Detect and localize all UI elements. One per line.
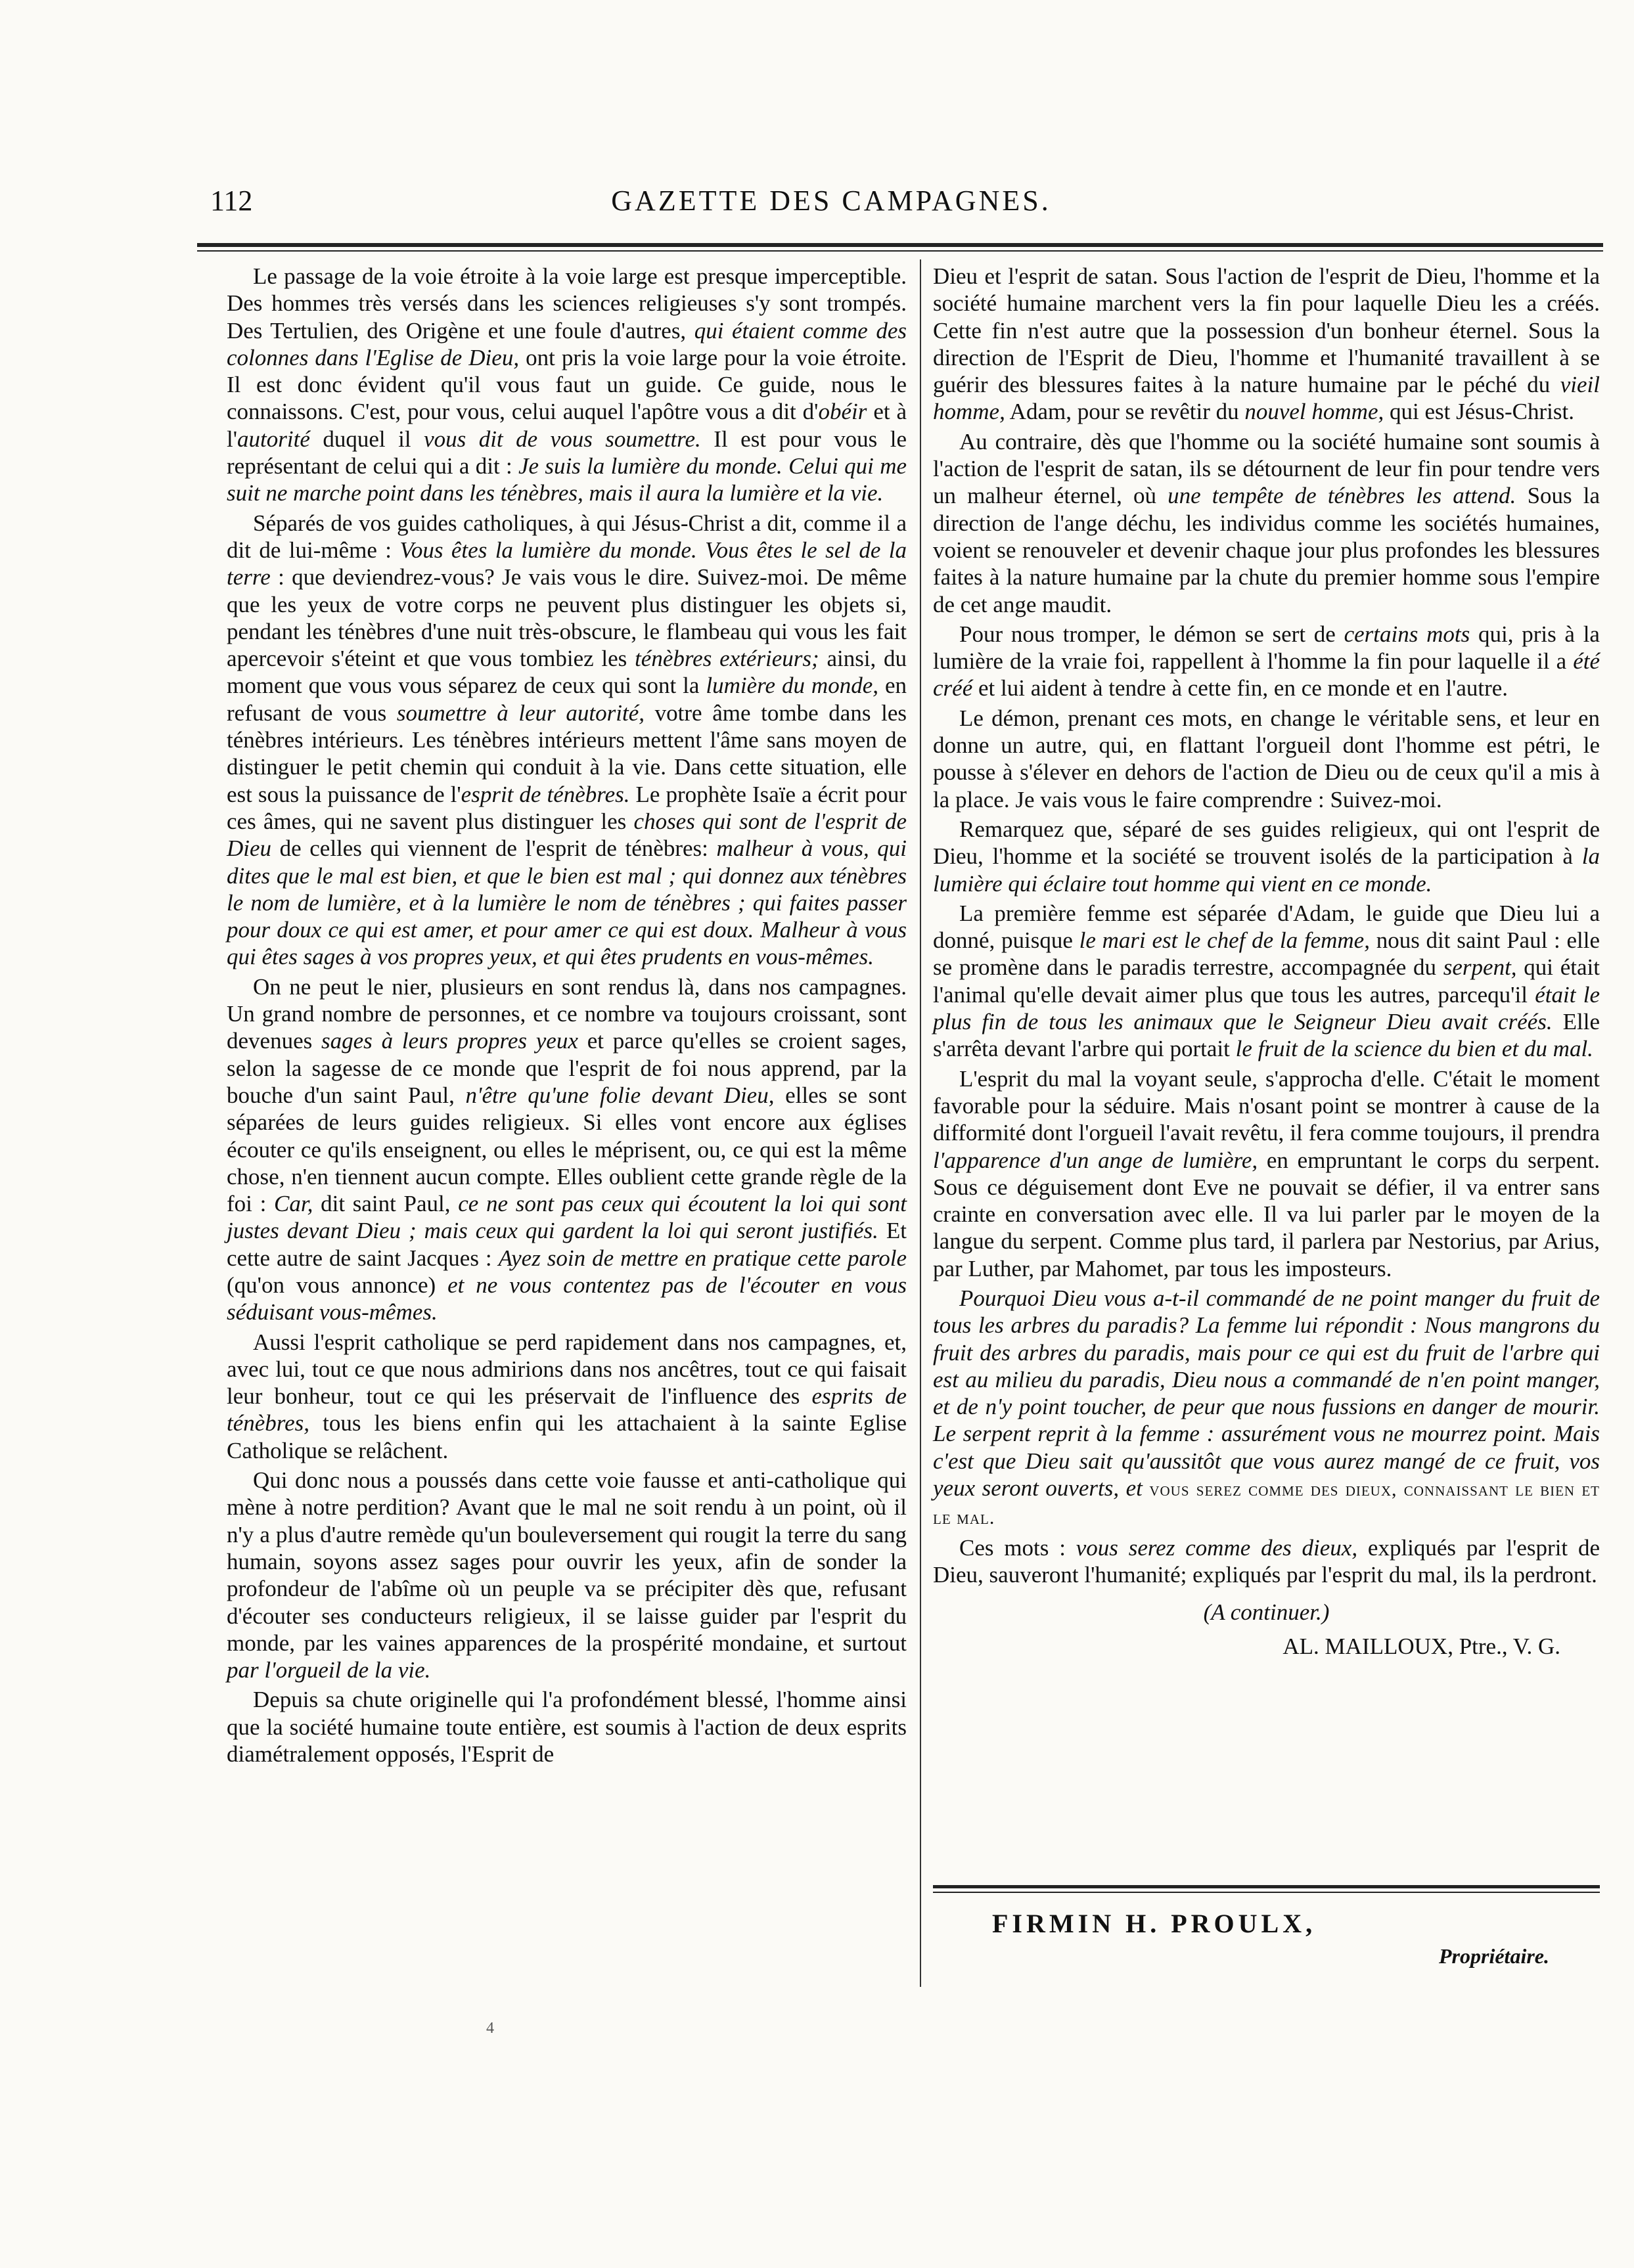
publisher-role: Propriétaire. [1439,1944,1549,1968]
paragraph: On ne peut le nier, plusieurs en sont rendus là, dans nos campagnes. Un grand nombre de personnes, et ce nombre va toujours croissant, sont devenues sages à leurs propres yeux et parce qu'elles se croient sages, selon la sagesse de ce monde que l'esprit de foi nous apprend, par la bouche d'un saint Paul, n'être qu'une folie devant Dieu, elles se sont séparées de leurs guides religieux. Si elles vont encore aux églises écouter ce qu'ils enseignent, ou elles le méprisent, ou, ce qui est la même chose, n'en tiennent aucun compte. Elles oublient cette grande règle de la foi : Car, dit saint Paul, ce ne sont pas ceux qui écoutent la loi qui sont justes devant Dieu ; mais ceux qui gardent la loi qui seront justifiés. Et cette autre de saint Jacques : Ayez soin de mettre en pratique cette parole (qu'on vous annonce) et ne vous contentez pas de l'écouter en vous séduisant vous-mêmes. [227,973,907,1325]
paragraph: Qui donc nous a poussés dans cette voie fausse et anti-catholique qui mène à notre perdition? Avant que le mal ne soit rendu à un point, où il n'y a plus d'autre remède qu'un bouleversement qui rougit la terre du sang humain, soyons assez sages pour ouvrir les yeux, afin de sonder la profondeur de l'abîme où un peuple va se précipiter dès que, refusant d'écouter ses conducteurs religieux, il se laisse guider par l'esprit du monde, par les vaines apparences de la prospérité mondaine, et surtout par l'orgueil de la vie. [227,1467,907,1683]
paragraph: Dieu et l'esprit de satan. Sous l'action de l'esprit de Dieu, l'homme et la société humaine marchent vers la fin pour laquelle Dieu les a créés. Cette fin n'est autre que la possession d'un bonheur éternel. Sous la direction de l'Esprit de Dieu, l'homme et l'humanité travaillent à se guérir des blessures faites à la nature humaine par le péché du vieil homme, Adam, pour se revêtir du nouvel homme, qui est Jésus-Christ. [933,263,1600,425]
page-header [210,184,1452,223]
right-column [933,263,1600,1662]
page-number: 112 [210,185,253,217]
paragraph: Le démon, prenant ces mots, en change le véritable sens, et leur en donne un autre, qui, en flattant l'orgueil dont l'homme est pétri, le pousse à s'élever en dehors de l'action de Dieu ou de ceux qu'il a mis à la place. Je vais vous le faire comprendre : Suivez-moi. [933,705,1600,812]
column-divider [920,259,921,1987]
paragraph: La première femme est séparée d'Adam, le guide que Dieu lui a donné, puisque le mari est le chef de la femme, nous dit saint Paul : elle se promène dans le paradis terrestre, accompagnée du serpent, qui était l'animal qu'elle devait aimer plus que tous les autres, parcequ'il était le plus fin de tous les animaux que le Seigneur Dieu avait créés. Elle s'arrêta devant l'arbre qui portait le fruit de la science du bien et du mal. [933,900,1600,1062]
header-rule [197,243,1603,247]
paragraph: Séparés de vos guides catholiques, à qui Jésus-Christ a dit, comme il a dit de lui-même : Vous êtes la lumière du monde. Vous êtes le sel de la terre : que deviendrez-vous? Je vais vous le dire. Suivez-moi. De même que les yeux de votre corps ne peuvent plus distinguer les objets si, pendant les ténèbres d'une nuit très-obscure, le flambeau qui vous les fait apercevoir s'éteint et que vous tombiez les ténèbres extérieurs; ainsi, du moment que vous vous séparez de ceux qui sont la lumière du monde, en refusant de vous soumettre à leur autorité, votre âme tombe dans les ténèbres intérieurs. Les ténèbres intérieurs mettent l'âme sans moyen de distinguer le petit chemin qui conduit à la vie. Dans cette situation, elle est sous la puissance de l'esprit de ténèbres. Le prophète Isaïe a écrit pour ces âmes, qui ne savent plus distinguer les choses qui sont de l'esprit de Dieu de celles qui viennent de l'esprit de ténèbres: malheur à vous, qui dites que le mal est bien, et que le bien est mal ; qui donnez aux ténèbres le nom de lumière, et à la lumière le nom de ténèbres ; qui faites passer pour doux ce qui est amer, et pour amer ce qui est doux. Malheur à vous qui êtes sages à vos propres yeux, et qui êtes prudents en vous-mêmes. [227,510,907,970]
signature-mark: 4 [486,2020,494,2037]
running-title: GAZETTE DES CAMPAGNES. [611,185,1051,217]
paragraph: Ces mots : vous serez comme des dieux, expliqués par l'esprit de Dieu, sauveront l'humanité; expliqués par l'esprit du mal, ils la perdront. [933,1534,1600,1588]
paragraph: Remarquez que, séparé de ses guides religieux, qui ont l'esprit de Dieu, l'homme et la société se trouvent isolés de la participation à la lumière qui éclaire tout homme qui vient en ce monde. [933,816,1600,897]
footer-rule [933,1885,1600,1888]
paragraph: Depuis sa chute originelle qui l'a profondément blessé, l'homme ainsi que la société humaine toute entière, est soumis à l'action de deux esprits diamétralement opposés, l'Esprit de [227,1687,907,1768]
publisher-name: FIRMIN H. PROULX, [992,1909,1317,1938]
paragraph: Aussi l'esprit catholique se perd rapidement dans nos campagnes, et, avec lui, tout ce que nous admirions dans nos ancêtres, tout ce qui faisait leur bonheur, tout ce qui les préservait de l'influence des esprits de ténèbres, tous les biens enfin qui les attachaient à la sainte Eglise Catholique se relâchent. [227,1329,907,1463]
paragraph: L'esprit du mal la voyant seule, s'approcha d'elle. C'était le moment favorable pour la séduire. Mais n'osant point se montrer à cause de la difformité dont l'orgueil l'avait revêtu, il fera comme toujours, il prendra l'apparence d'un ange de lumière, en empruntant le corps du serpent. Sous ce déguisement dont Eve ne pouvait se défier, il va entrer sans crainte en conversation avec elle. Il va lui parler par le moyen de la langue du serpent. Comme plus tard, il parlera par Nestorius, par Arius, par Luther, par Mahomet, par tous les imposteurs. [933,1065,1600,1281]
paragraph: Le passage de la voie étroite à la voie large est presque imperceptible. Des hommes très versés dans les sciences religieuses s'y sont trompés. Des Tertulien, des Origène et une foule d'autres, qui étaient comme des colonnes dans l'Eglise de Dieu, ont pris la voie large pour la voie étroite. Il est donc évident qu'il vous faut un guide. Ce guide, nous le connaissons. C'est, pour vous, celui auquel l'apôtre vous a dit d'obéir et à l'autorité duquel il vous dit de vous soumettre. Il est pour vous le représentant de celui qui a dit : Je suis la lumière du monde. Celui qui me suit ne marche point dans les ténèbres, mais il aura la lumière et la vie. [227,263,907,506]
paragraph: Pourquoi Dieu vous a-t-il commandé de ne point manger du fruit de tous les arbres du paradis? La femme lui répondit : Nous mangrons du fruit des arbres du paradis, mais pour ce qui est du fruit de l'arbre qui est au milieu du paradis, Dieu nous a commandé de n'en point manger, et de n'y point toucher, de peur que nous fussions en danger de mourir. Le serpent reprit à la femme : assurément vous ne mourrez point. Mais c'est que Dieu sait qu'aussitôt que vous aurez mangé de ce fruit, vos yeux seront ouverts, et vous serez comme des dieux, connaissant le bien et le mal. [933,1285,1600,1529]
paragraph: Au contraire, dès que l'homme ou la société humaine sont soumis à l'action de l'esprit de satan, ils se détournent de leur fin pour tendre vers un malheur éternel, où une tempête de ténèbres les attend. Sous la direction de l'ange déchu, les individus comme les sociétés humaines, voient se renouveler et devenir chaque jour plus profondes les blessures faites à la nature humaine par la chute du premier homme sous l'empire de cet ange maudit. [933,428,1600,617]
author-signature: AL. MAILLOUX, Ptre., V. G. [1282,1633,1560,1659]
footer-rule-thin [933,1892,1600,1893]
paragraph: Pour nous tromper, le démon se sert de certains mots qui, pris à la lumière de la vraie foi, rappellent à l'homme la fin pour laquelle il a été créé et lui aident à tendre à cette fin, en ce monde et en l'autre. [933,621,1600,701]
header-rule-thin [197,250,1603,252]
to-be-continued: (A continuer.) [1203,1599,1330,1626]
left-column [227,263,907,1770]
